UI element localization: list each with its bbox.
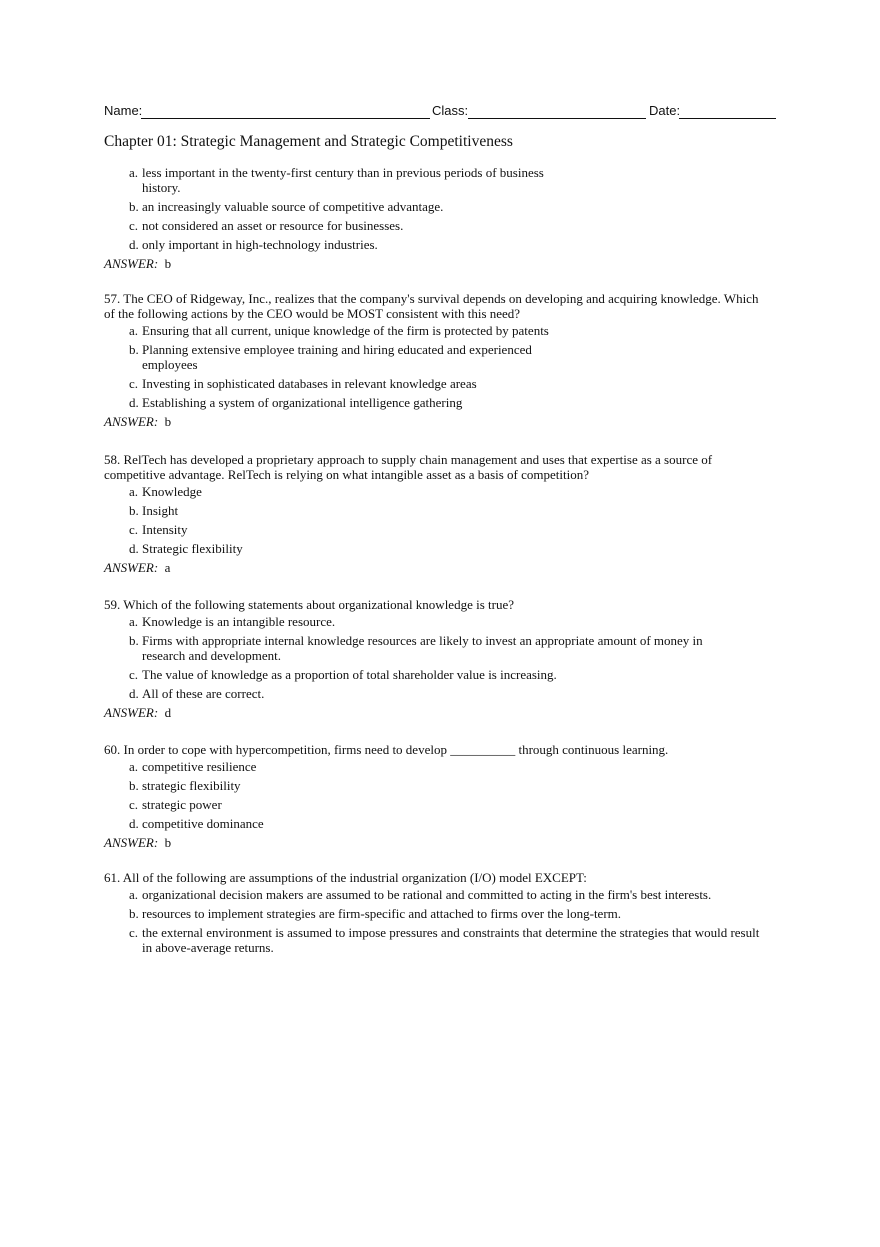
- date-field-line[interactable]: [679, 118, 776, 119]
- answer-option: a. Knowledge is an intangible resource.: [129, 614, 336, 629]
- answer-option: c. the external environment is assumed to impose pressures and constraints that determine the strategies that would result in above-average returns.: [129, 925, 760, 955]
- answer-option: d. only important in high-technology industries.: [129, 237, 378, 252]
- answer-option: c. not considered an asset or resource for businesses.: [129, 218, 404, 233]
- question-block: [104, 165, 764, 271]
- answer-option: c. Investing in sophisticated databases in relevant knowledge areas: [129, 376, 477, 391]
- question-block: [104, 870, 764, 959]
- question-block: [104, 742, 764, 850]
- answer-key: ANSWER: b: [104, 256, 172, 271]
- question-stem: 60. In order to cope with hypercompetition, firms need to develop __________ through continuous learning.: [104, 742, 669, 757]
- question-block: [104, 597, 764, 720]
- answer-option: b. Planning extensive employee training and hiring educated and experienced employees: [129, 342, 532, 372]
- question-stem: 58. RelTech has developed a proprietary approach to supply chain management and uses that expertise as a source of competitive advantage. RelTech is relying on what intangible asset as a basis of competition?: [104, 452, 713, 482]
- answer-key: ANSWER: a: [104, 560, 171, 575]
- class-label: Class:: [432, 103, 469, 118]
- answer-option: b. an increasingly valuable source of competitive advantage.: [129, 199, 444, 214]
- answer-key: ANSWER: b: [104, 835, 172, 850]
- answer-option: d. Strategic flexibility: [129, 541, 243, 556]
- answer-option: d. Establishing a system of organizational intelligence gathering: [129, 395, 463, 410]
- answer-key: ANSWER: d: [104, 705, 172, 720]
- answer-option: a. Ensuring that all current, unique knowledge of the firm is protected by patents: [129, 323, 549, 338]
- answer-option: a. Knowledge: [129, 484, 202, 499]
- answer-option: a. less important in the twenty-first century than in previous periods of business history.: [129, 165, 544, 195]
- answer-option: c. The value of knowledge as a proportion of total shareholder value is increasing.: [129, 667, 557, 682]
- question-block: [104, 452, 764, 575]
- answer-option: b. resources to implement strategies are firm-specific and attached to firms over the long-term.: [129, 906, 622, 921]
- answer-option: a. organizational decision makers are assumed to be rational and committed to acting in the firm's best interests.: [129, 887, 712, 902]
- student-info-header: [104, 103, 776, 121]
- class-field-line[interactable]: [468, 118, 646, 119]
- question-stem: 57. The CEO of Ridgeway, Inc., realizes that the company's survival depends on developing and acquiring knowledge. Which of the following actions by the CEO would be MOST consistent with this need?: [104, 291, 759, 321]
- question-stem: 61. All of the following are assumptions of the industrial organization (I/O) model EXCEPT:: [104, 870, 587, 885]
- answer-option: c. strategic power: [129, 797, 222, 812]
- answer-option: d. competitive dominance: [129, 816, 264, 831]
- answer-option: b. Firms with appropriate internal knowledge resources are likely to invest an appropriate amount of money in research and development.: [129, 633, 703, 663]
- answer-option: a. competitive resilience: [129, 759, 257, 774]
- question-stem: 59. Which of the following statements about organizational knowledge is true?: [104, 597, 515, 612]
- answer-option: d. All of these are correct.: [129, 686, 265, 701]
- date-label: Date:: [649, 103, 681, 118]
- question-block: [104, 291, 764, 429]
- answer-option: b. Insight: [129, 503, 179, 518]
- name-label: Name:: [104, 103, 143, 118]
- name-field-line[interactable]: [141, 118, 430, 119]
- answer-option: c. Intensity: [129, 522, 188, 537]
- answer-key: ANSWER: b: [104, 414, 172, 429]
- chapter-title: Chapter 01: Strategic Management and Strategic Competitiveness: [104, 133, 513, 150]
- answer-option: b. strategic flexibility: [129, 778, 241, 793]
